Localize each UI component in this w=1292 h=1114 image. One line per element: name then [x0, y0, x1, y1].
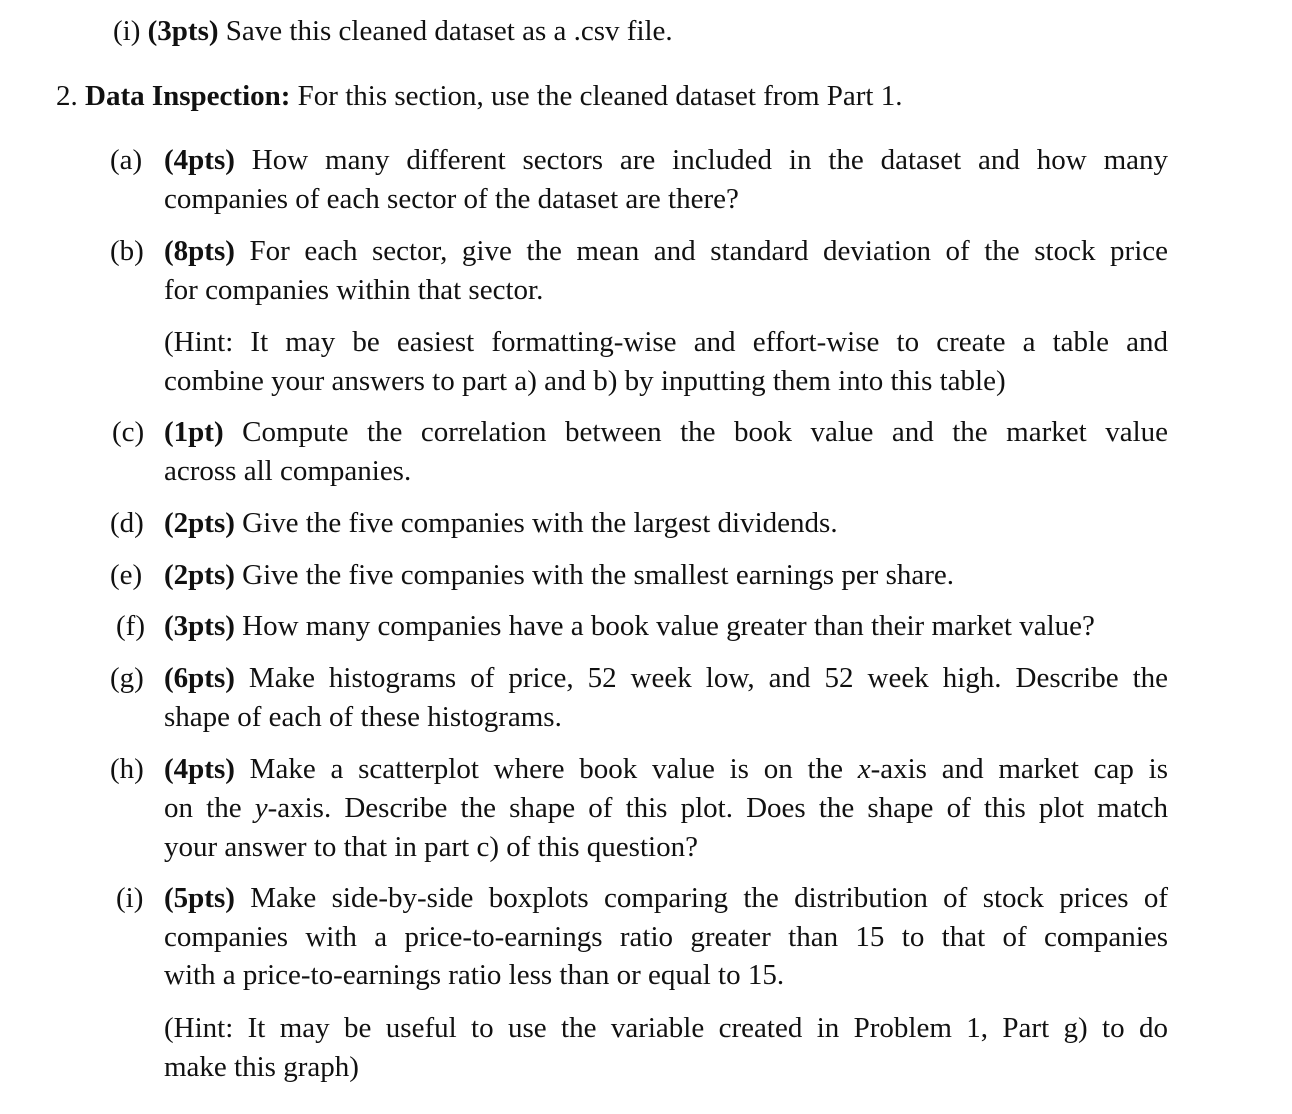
item-label: (i) — [113, 15, 141, 47]
item-i-line2: companies with a price-to-earnings ratio greater than 15 to that of companies — [164, 921, 1168, 953]
item-d-points: (2pts) — [164, 507, 235, 539]
item-d-text1: Give the five companies with the largest dividends. — [242, 507, 838, 539]
item-b-line2: for companies within that sector. — [164, 274, 544, 306]
item-b-hint-line1: (Hint: It may be easiest formatting-wise and effort-wise to create a table and — [164, 326, 1168, 358]
item-e-label: (e) — [110, 559, 143, 591]
item-a-line1 — [164, 141, 1168, 179]
item-text: Save this cleaned dataset as a .csv file. — [225, 15, 673, 47]
item-a-label: (a) — [110, 144, 143, 176]
item-d-line1 — [164, 504, 838, 542]
item-g-label: (g) — [110, 662, 144, 694]
item-h-text2b: -axis. Describe the shape of this plot. Does the shape of this plot match — [267, 792, 1168, 824]
item-b-label: (b) — [110, 235, 144, 267]
item-b-hint-line2: combine your answers to part a) and b) by inputting them into this table) — [164, 365, 1006, 397]
item-i-hint-line2: make this graph) — [164, 1051, 359, 1083]
item-g-text1: Make histograms of price, 52 week low, and 52 week high. Describe the — [248, 662, 1169, 694]
item-h-line1 — [164, 750, 1168, 788]
item-f-label: (f) — [116, 610, 145, 642]
item-h-line3: your answer to that in part c) of this question? — [164, 831, 698, 863]
item-c-line1 — [164, 413, 1168, 451]
item-a-points: (4pts) — [164, 144, 235, 176]
section-title: Data Inspection: — [85, 80, 291, 112]
item-points: (3pts) — [147, 15, 219, 47]
item-f-points: (3pts) — [164, 610, 235, 642]
item-g-line2: shape of each of these histograms. — [164, 701, 562, 733]
item-i-hint-line1: (Hint: It may be useful to use the variable created in Problem 1, Part g) to do — [164, 1012, 1168, 1044]
item-b-line1 — [164, 232, 1168, 270]
item-h-points: (4pts) — [164, 753, 235, 785]
y-variable: y — [254, 792, 268, 824]
item-top-i — [113, 12, 673, 50]
item-b-points: (8pts) — [164, 235, 235, 267]
item-i-line3: with a price-to-earnings ratio less than or equal to 15. — [164, 959, 785, 991]
item-b-text1: For each sector, give the mean and standard deviation of the stock price — [249, 235, 1168, 267]
section-2-heading — [56, 77, 902, 115]
item-h-text1a: Make a scatterplot where book value is on the — [249, 753, 843, 785]
item-i-points: (5pts) — [164, 882, 235, 914]
item-f-text1: How many companies have a book value greater than their market value? — [242, 610, 1095, 642]
item-h-text1b: -axis and market cap is — [870, 753, 1169, 785]
item-i-text1: Make side-by-side boxplots comparing the distribution of stock prices of — [250, 882, 1169, 914]
item-e-line1 — [164, 556, 954, 594]
section-intro: For this section, use the cleaned dataset from Part 1. — [297, 80, 903, 112]
section-number: 2. — [56, 80, 78, 112]
item-a-line2: companies of each sector of the dataset are there? — [164, 183, 739, 215]
item-g-points: (6pts) — [164, 662, 235, 694]
item-c-points: (1pt) — [164, 416, 224, 448]
item-h-line2 — [164, 789, 1168, 827]
item-c-label: (c) — [112, 416, 145, 448]
item-g-line1 — [164, 659, 1168, 697]
item-e-points: (2pts) — [164, 559, 235, 591]
item-h-text2a: on the — [164, 792, 242, 824]
item-f-line1 — [164, 607, 1095, 645]
item-c-line2: across all companies. — [164, 455, 412, 487]
item-a-text1: How many different sectors are included in the dataset and how many — [251, 144, 1168, 176]
item-i-line1 — [164, 879, 1168, 917]
item-e-text1: Give the five companies with the smallest earnings per share. — [242, 559, 955, 591]
item-h-label: (h) — [110, 753, 144, 785]
item-d-label: (d) — [110, 507, 144, 539]
x-variable: x — [857, 753, 871, 785]
item-i-label: (i) — [116, 882, 144, 914]
item-c-text1: Compute the correlation between the book value and the market value — [242, 416, 1168, 448]
